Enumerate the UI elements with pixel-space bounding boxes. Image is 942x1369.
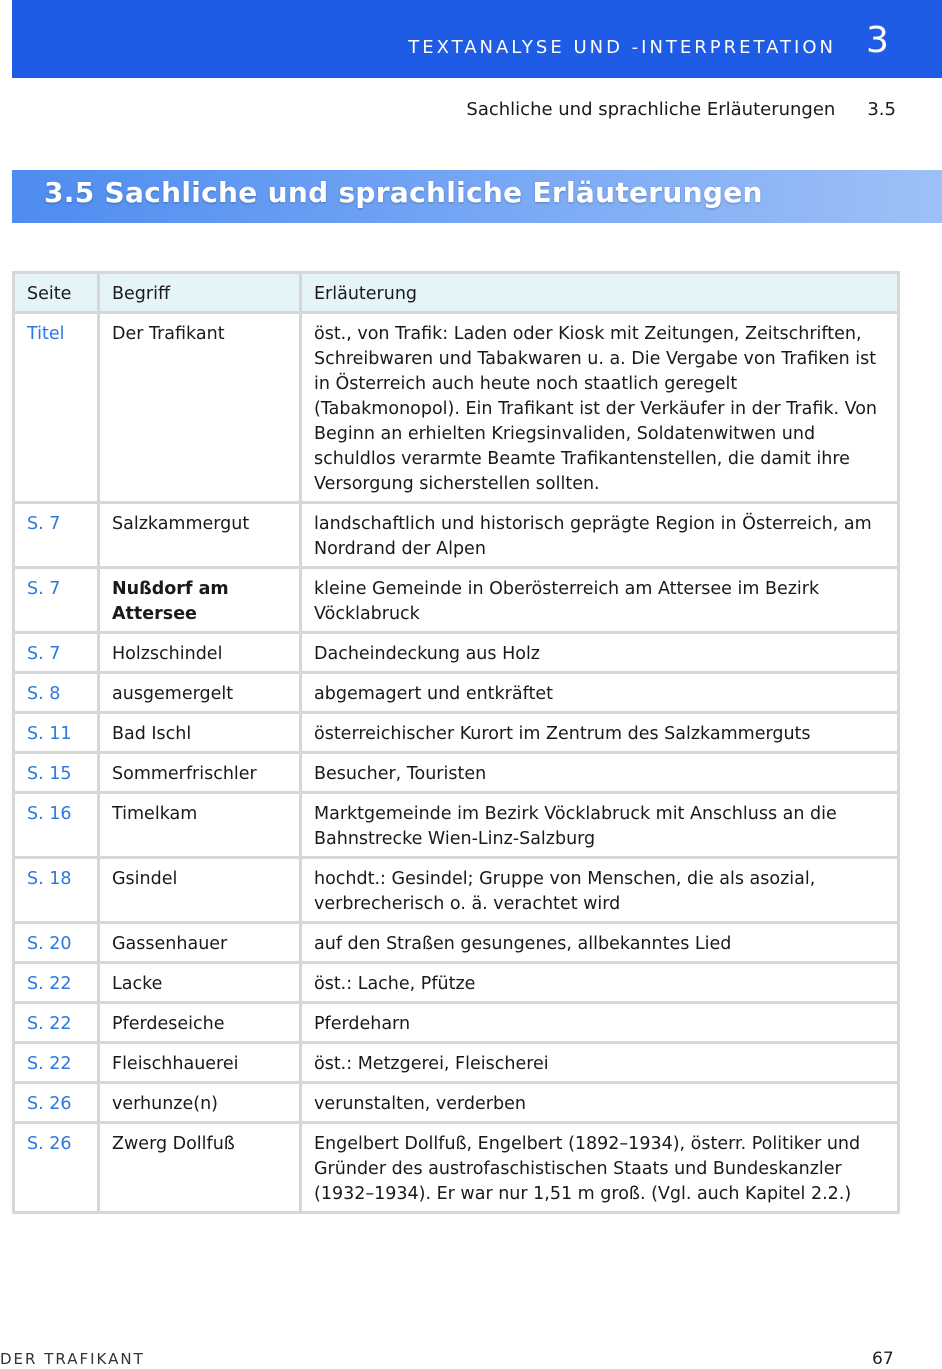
explanation: abgemagert und entkräftet (301, 673, 899, 713)
term: Pferdeseiche (99, 1003, 301, 1043)
page-reference: S. 7 (14, 633, 99, 673)
term: ausgemergelt (99, 673, 301, 713)
explanation: verunstalten, verderben (301, 1083, 899, 1123)
glossary-table (12, 271, 900, 1214)
explanation: Pferdeharn (301, 1003, 899, 1043)
table-row (14, 568, 899, 633)
term: Timelkam (99, 793, 301, 858)
page-reference: S. 8 (14, 673, 99, 713)
table-row (14, 633, 899, 673)
term: Fleischhauerei (99, 1043, 301, 1083)
explanation: landschaftlich und historisch geprägte Region in Österreich, am Nordrand der Alpen (301, 503, 899, 568)
term: Zwerg Dollfuß (99, 1123, 301, 1213)
column-header-term: Begriff (99, 273, 301, 313)
explanation: auf den Straßen gesungenes, allbekanntes Lied (301, 923, 899, 963)
table-row (14, 858, 899, 923)
table-row (14, 753, 899, 793)
table-row (14, 963, 899, 1003)
term: Nußdorf am Attersee (99, 568, 301, 633)
explanation: öst.: Lache, Pfütze (301, 963, 899, 1003)
column-header-page: Seite (14, 273, 99, 313)
page-reference: S. 16 (14, 793, 99, 858)
term: Holzschindel (99, 633, 301, 673)
explanation: österreichischer Kurort im Zentrum des Salzkammerguts (301, 713, 899, 753)
page-number: 67 (872, 1349, 894, 1369)
explanation: Engelbert Dollfuß, Engelbert (1892–1934), österr. Politiker und Gründer des austrofaschistischen Staats und Bundeskanzler (1932–1934). Er war nur 1,51 m groß. (Vgl. auch Kapitel 2.2.) (301, 1123, 899, 1213)
running-subheading (420, 99, 896, 120)
term: Bad Ischl (99, 713, 301, 753)
explanation: hochdt.: Gesindel; Gruppe von Menschen, die als asozial, verbrecherisch o. ä. verachtet wird (301, 858, 899, 923)
term: Salzkammergut (99, 503, 301, 568)
page-reference: S. 22 (14, 963, 99, 1003)
page-reference: S. 20 (14, 923, 99, 963)
page-reference: S. 26 (14, 1083, 99, 1123)
page-reference: S. 7 (14, 568, 99, 633)
column-header-explanation: Erläuterung (301, 273, 899, 313)
explanation: kleine Gemeinde in Oberösterreich am Attersee im Bezirk Vöcklabruck (301, 568, 899, 633)
term: Gassenhauer (99, 923, 301, 963)
term: Gsindel (99, 858, 301, 923)
table-row (14, 923, 899, 963)
table-row (14, 1003, 899, 1043)
chapter-title: TEXTANALYSE UND -INTERPRETATION (408, 37, 836, 58)
table-row (14, 503, 899, 568)
page-reference: S. 22 (14, 1003, 99, 1043)
table-row (14, 313, 899, 503)
table-header-row (14, 273, 899, 313)
section-title: 3.5 Sachliche und sprachliche Erläuterungen (44, 176, 763, 209)
page-reference: S. 22 (14, 1043, 99, 1083)
explanation: öst., von Trafik: Laden oder Kiosk mit Zeitungen, Zeitschriften, Schreibwaren und Tabakwaren u. a. Die Vergabe von Trafiken ist in Österreich auch heute noch staatlich geregelt (Tabakmonopol). Ein Trafikant ist der Verkäufer in der Trafik. Von Beginn an erhielten Kriegsinvaliden, Soldatenwitwen und schuldlos verarmte Beamte Trafikantenstellen, die damit ihre Versorgung sicherstellen sollten. (301, 313, 899, 503)
table-row (14, 1083, 899, 1123)
page-reference: Titel (14, 313, 99, 503)
explanation: Besucher, Touristen (301, 753, 899, 793)
term: Lacke (99, 963, 301, 1003)
term: verhunze(n) (99, 1083, 301, 1123)
subheading-title: Sachliche und sprachliche Erläuterungen (466, 99, 836, 120)
table-row (14, 713, 899, 753)
table-row (14, 1123, 899, 1213)
page-reference: S. 26 (14, 1123, 99, 1213)
subheading-number: 3.5 (867, 99, 896, 120)
term: Der Trafikant (99, 313, 301, 503)
term: Sommerfrischler (99, 753, 301, 793)
page-reference: S. 11 (14, 713, 99, 753)
page-reference: S. 7 (14, 503, 99, 568)
book-title-footer: DER TRAFIKANT (0, 1350, 145, 1368)
chapter-number: 3 (866, 20, 889, 61)
explanation: Dacheindeckung aus Holz (301, 633, 899, 673)
table-row (14, 793, 899, 858)
explanation: öst.: Metzgerei, Fleischerei (301, 1043, 899, 1083)
table-row (14, 1043, 899, 1083)
explanation: Marktgemeinde im Bezirk Vöcklabruck mit Anschluss an die Bahnstrecke Wien-Linz-Salzburg (301, 793, 899, 858)
page-reference: S. 15 (14, 753, 99, 793)
page-reference: S. 18 (14, 858, 99, 923)
table-row (14, 673, 899, 713)
